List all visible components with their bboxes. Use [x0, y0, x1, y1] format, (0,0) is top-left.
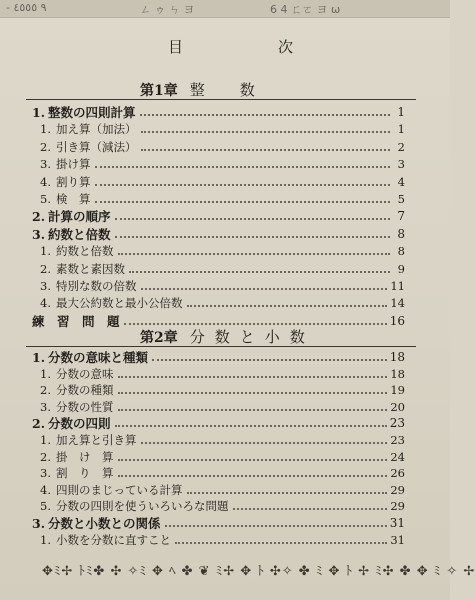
toc-entry-label: 特別な数の倍数	[56, 279, 137, 293]
toc-page-number: 31	[390, 532, 405, 547]
toc-entry-label: 分数の意味	[56, 366, 114, 381]
toc-page-number: 5	[397, 192, 405, 206]
toc-subsection-entry	[40, 190, 405, 206]
toc-leader-dots	[115, 218, 390, 220]
toc-page-number: 9	[397, 261, 405, 276]
toc-subsection-entry	[40, 365, 405, 381]
toc-entry-label: 分数の四則	[48, 416, 111, 432]
toc-page-number: 18	[390, 366, 405, 381]
toc-leader-dots	[233, 508, 388, 510]
toc-subsection-entry	[40, 431, 405, 447]
toc-subsection-entry	[40, 120, 405, 136]
toc-entry-number: 1.	[40, 244, 51, 259]
toc-entry-number: 5.	[40, 192, 51, 206]
strip-text-mid: ㄥ ゥ ㄣ ヨ	[140, 3, 195, 16]
toc-leader-dots	[141, 288, 388, 290]
toc-entry-label: 引き算（減法）	[56, 139, 137, 154]
toc-leader-dots	[118, 475, 388, 477]
toc-entry-number: 4.	[40, 174, 51, 189]
page-top-strip	[0, 0, 450, 18]
toc-subsection-entry	[40, 481, 405, 497]
toc-entry-label: 掛 け 算	[56, 449, 114, 464]
toc-entry-number: 2.	[40, 383, 51, 398]
toc-entry-number: 1.	[40, 366, 51, 381]
toc-entry-label: 加え算と引き算	[56, 433, 137, 447]
toc-entry-label: 分数の性質	[56, 399, 114, 414]
toc-subsection-entry	[40, 497, 405, 513]
chapter-1-rule	[26, 99, 416, 100]
toc-entry-title	[40, 263, 125, 276]
toc-entry-title	[40, 245, 114, 258]
toc-leader-dots	[187, 305, 388, 307]
toc-entry-title	[32, 417, 111, 430]
toc-leader-dots	[115, 425, 387, 427]
toc-page-number: 1	[397, 105, 405, 119]
toc-entry-number: 3.	[40, 466, 51, 481]
toc-entry-number: 4.	[40, 296, 51, 311]
toc-entry-title	[32, 517, 161, 530]
toc-page-number: 31	[389, 516, 405, 530]
toc-page-number: 8	[397, 226, 405, 241]
toc-entry-label: 最大公約数と最小公倍数	[56, 296, 183, 311]
toc-leader-dots	[118, 376, 388, 378]
toc-entry-title	[40, 176, 91, 189]
toc-page-number: 1	[397, 122, 405, 137]
toc-entry-title	[40, 467, 114, 480]
toc-page-number: 29	[390, 482, 405, 497]
toc-subsection-entry	[40, 173, 405, 189]
toc-subsection-entry	[40, 138, 405, 154]
toc-entry-title	[32, 210, 111, 223]
toc-page-number: 18	[389, 350, 405, 364]
toc-entry-number: 3.	[32, 516, 46, 531]
toc-leader-dots	[129, 271, 390, 273]
toc-entry-label: 四則のまじっている計算	[56, 482, 183, 497]
toc-entry-title	[40, 368, 114, 381]
toc-entry-number: 1.	[32, 350, 46, 365]
toc-entry-title	[32, 315, 120, 328]
strip-text-right: 6 4 ㄈㄛ ヨ ω	[270, 3, 341, 16]
toc-entry-number: 2.	[32, 416, 46, 432]
toc-entry-title	[40, 484, 183, 497]
toc-page-number: 4	[397, 174, 405, 189]
toc-entry-label: 約数と倍数	[48, 226, 111, 242]
chapter-number: 第1章	[140, 83, 178, 99]
toc-entry-number: 3.	[40, 399, 51, 414]
toc-leader-dots	[141, 149, 391, 151]
toc-subsection-entry	[40, 277, 405, 293]
toc-leader-dots	[187, 492, 388, 494]
toc-subsection-entry	[40, 155, 405, 171]
toc-leader-dots	[140, 114, 390, 116]
toc-entry-label: 分数と小数との関係	[48, 516, 161, 531]
toc-entry-title	[32, 106, 136, 119]
toc-entry-number: 2.	[32, 209, 46, 225]
strip-text-left: - ٩ ٤٥٥٥	[6, 1, 47, 14]
toc-leader-dots	[175, 542, 387, 544]
toc-subsection-entry	[40, 398, 405, 414]
toc-page-number: 23	[390, 433, 405, 447]
toc-entry-title	[40, 297, 183, 310]
toc-subsection-entry	[40, 242, 405, 258]
toc-page-number: 20	[390, 399, 405, 414]
toc-subsection-entry	[40, 294, 405, 310]
toc-entry-label: 小数を分数に直すこと	[56, 532, 171, 547]
toc-section-entry	[32, 207, 405, 223]
toc-entry-number: 1.	[40, 433, 51, 447]
toc-leader-dots	[95, 201, 391, 203]
toc-entry-number: 2.	[40, 261, 51, 276]
toc-leader-dots	[141, 131, 391, 133]
toc-entry-number: 3.	[32, 226, 46, 242]
toc-entry-number: 3.	[40, 157, 51, 172]
toc-page-number: 19	[390, 383, 405, 398]
toc-entry-title	[40, 384, 114, 397]
toc-entry-title	[40, 141, 137, 154]
decorative-border: ✥ﾐ✢ ﾄﾐ✤ ✣ ✧ﾐ ✥ ﾍ ✤ ❦ ﾐ✢ ✥ ﾄ ✣✧ ✤ ﾐ ✥ ﾄ ✢ ﾐ✣ ✤ ✥ ﾐ ✧ ✢	[42, 564, 475, 579]
toc-section-entry	[32, 225, 405, 241]
toc-leader-dots	[152, 359, 387, 361]
toc-entry-label: 検 算	[56, 192, 91, 206]
toc-entry-label: 約数と倍数	[56, 244, 114, 259]
toc-entry-number: 2.	[40, 449, 51, 464]
toc-entry-title	[40, 123, 137, 136]
toc-entry-title	[40, 534, 171, 547]
toc-page-number: 16	[389, 313, 405, 328]
toc-title-char-2: 次	[277, 38, 293, 56]
toc-subsection-entry	[40, 464, 405, 480]
chapter-2-heading	[140, 326, 315, 347]
toc-entry-label: 掛け算	[56, 157, 91, 172]
toc-page-number: 8	[397, 244, 405, 259]
toc-entry-title	[40, 500, 229, 513]
toc-page-number: 29	[390, 499, 405, 514]
toc-page-number: 2	[397, 139, 405, 154]
toc-entry-label: 割り算	[56, 174, 91, 189]
toc-entry-label: 分数の四則を使ういろいろな問題	[56, 499, 229, 514]
toc-entry-title	[40, 434, 137, 447]
toc-entry-number: 4.	[40, 482, 51, 497]
toc-entry-title	[40, 158, 91, 171]
toc-leader-dots	[118, 392, 388, 394]
toc-leader-dots	[115, 236, 390, 238]
toc-title-char-1: 目	[168, 38, 184, 56]
toc-leader-dots	[118, 459, 388, 461]
toc-leader-dots	[124, 323, 387, 325]
toc-page-number: 7	[397, 209, 405, 224]
chapter-1-heading	[140, 79, 265, 100]
toc-section-entry	[32, 514, 405, 530]
toc-page-number: 11	[390, 279, 405, 293]
toc-entry-label: 計算の順序	[48, 209, 111, 225]
toc-leader-dots	[118, 253, 391, 255]
toc-entry-label: 素数と素因数	[56, 261, 125, 276]
toc-entry-number: 3.	[40, 279, 51, 293]
toc-page-number: 14	[390, 296, 405, 311]
toc-section-entry	[32, 103, 405, 119]
toc-entry-title	[32, 351, 148, 364]
toc-entry-title	[40, 451, 114, 464]
toc-page-number: 24	[390, 449, 405, 464]
toc-section-entry	[32, 348, 405, 364]
toc-entry-number: 1.	[32, 105, 46, 120]
toc-leader-dots	[141, 442, 388, 444]
toc-section-entry	[32, 414, 405, 430]
toc-entry-number: 1.	[40, 532, 51, 547]
toc-subsection-entry	[40, 381, 405, 397]
chapter-2-rule	[26, 346, 416, 347]
toc-entry-label: 練 習 問 題	[32, 313, 120, 329]
toc-page-number: 3	[397, 157, 405, 172]
toc-entry-number: 2.	[40, 139, 51, 154]
chapter-name: 分数と小数	[189, 328, 315, 346]
chapter-number: 第2章	[140, 330, 178, 346]
toc-subsection-entry	[40, 448, 405, 464]
toc-leader-dots	[165, 525, 387, 527]
toc-page-number: 23	[389, 416, 405, 431]
toc-entry-label: 分数の意味と種類	[48, 350, 149, 365]
toc-leader-dots	[95, 184, 391, 186]
toc-entry-title	[40, 401, 114, 414]
toc-entry-title	[40, 280, 137, 293]
toc-title	[168, 36, 293, 57]
toc-entry-label: 整数の四則計算	[48, 105, 136, 120]
toc-entry-label: 加え算（加法）	[56, 122, 137, 137]
toc-leader-dots	[95, 166, 391, 168]
toc-entry-number: 1.	[40, 122, 51, 137]
toc-entry-number: 5.	[40, 499, 51, 514]
toc-subsection-entry	[40, 531, 405, 547]
toc-entry-title	[40, 193, 91, 206]
toc-page-number: 26	[390, 466, 405, 481]
toc-leader-dots	[118, 409, 388, 411]
toc-entry-label: 割 り 算	[56, 466, 114, 481]
chapter-name: 整 数	[189, 81, 265, 99]
toc-entry-label: 分数の種類	[56, 383, 114, 398]
toc-entry-title	[32, 228, 111, 241]
toc-subsection-entry	[40, 260, 405, 276]
